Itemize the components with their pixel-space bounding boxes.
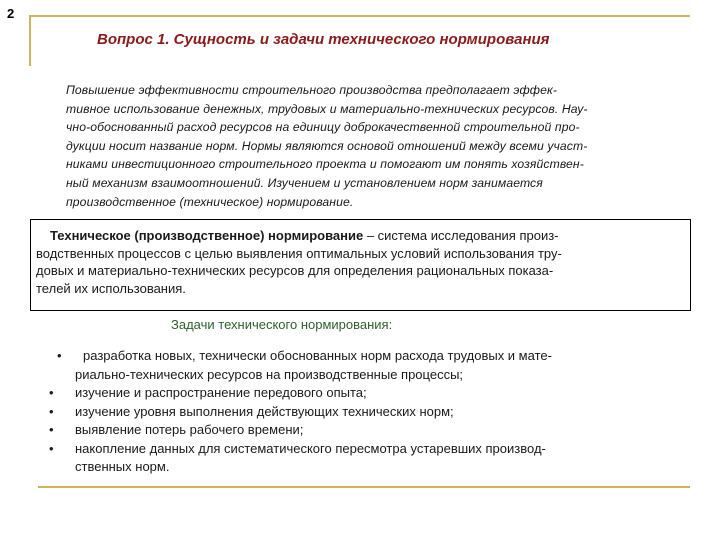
task-text: накопление данных для систематического пересмотра устаревших производ- bbox=[75, 440, 546, 456]
definition-line: телей их использования. bbox=[36, 280, 186, 296]
task-text: риально-технических ресурсов на производственные процессы; bbox=[75, 366, 464, 382]
intro-line: ный механизм взаимоотношений. Изучением и установлением норм занимается bbox=[66, 175, 543, 190]
intro-line: чно-обоснованный расход ресурсов на единицу доброкачественной строительной про- bbox=[66, 120, 580, 135]
definition-line: довых и материально-технических ресурсов для определения рациональных показа- bbox=[36, 263, 554, 278]
task-list bbox=[49, 347, 689, 477]
list-item bbox=[49, 440, 689, 477]
frame-left-line bbox=[29, 15, 31, 66]
bullet-icon: • bbox=[57, 348, 62, 363]
intro-line: дукции носит название норм. Нормы являются основой отношений между всеми участ- bbox=[66, 138, 588, 153]
task-text: изучение и распространение передового опыта; bbox=[75, 385, 367, 400]
task-text: ственных норм. bbox=[75, 459, 170, 474]
page-number: 2 bbox=[7, 6, 15, 21]
bullet-icon: • bbox=[49, 422, 54, 437]
frame-top-line bbox=[29, 15, 690, 17]
task-text: разработка новых, технически обоснованных норм расхода трудовых и мате- bbox=[83, 348, 552, 363]
definition-line bbox=[50, 227, 682, 245]
slide-title: Вопрос 1. Сущность и задачи технического нормирования bbox=[97, 31, 550, 48]
intro-line: производственное (техническое) нормирование. bbox=[66, 194, 354, 209]
bullet-icon: • bbox=[49, 440, 54, 456]
definition-line: водственных процессов с целью выявления оптимальных условий использования тру- bbox=[36, 245, 562, 261]
intro-line: никами инвестиционного строительного проекта и помогают им понять хозяйствен- bbox=[66, 157, 584, 172]
list-item bbox=[49, 421, 689, 440]
list-item bbox=[49, 384, 689, 403]
intro-line: тивное использование денежных, трудовых и материально-технических ресурсов. Нау- bbox=[66, 101, 588, 116]
bullet-icon: • bbox=[49, 385, 54, 400]
list-item bbox=[49, 403, 689, 422]
frame-bottom-line bbox=[38, 486, 690, 488]
task-text: изучение уровня выполнения действующих технических норм; bbox=[75, 403, 454, 419]
list-item bbox=[49, 347, 689, 384]
definition-term: Техническое (производственное) нормирование bbox=[50, 228, 364, 243]
definition-line-rest: – система исследования произ- bbox=[363, 228, 559, 243]
tasks-heading: Задачи технического нормирования: bbox=[171, 317, 393, 332]
intro-line: Повышение эффективности строительного производства предполагает эффек- bbox=[66, 83, 558, 97]
definition-text bbox=[36, 227, 682, 297]
intro-paragraph bbox=[66, 81, 666, 211]
task-text: выявление потерь рабочего времени; bbox=[75, 422, 304, 437]
bullet-icon: • bbox=[49, 403, 54, 419]
